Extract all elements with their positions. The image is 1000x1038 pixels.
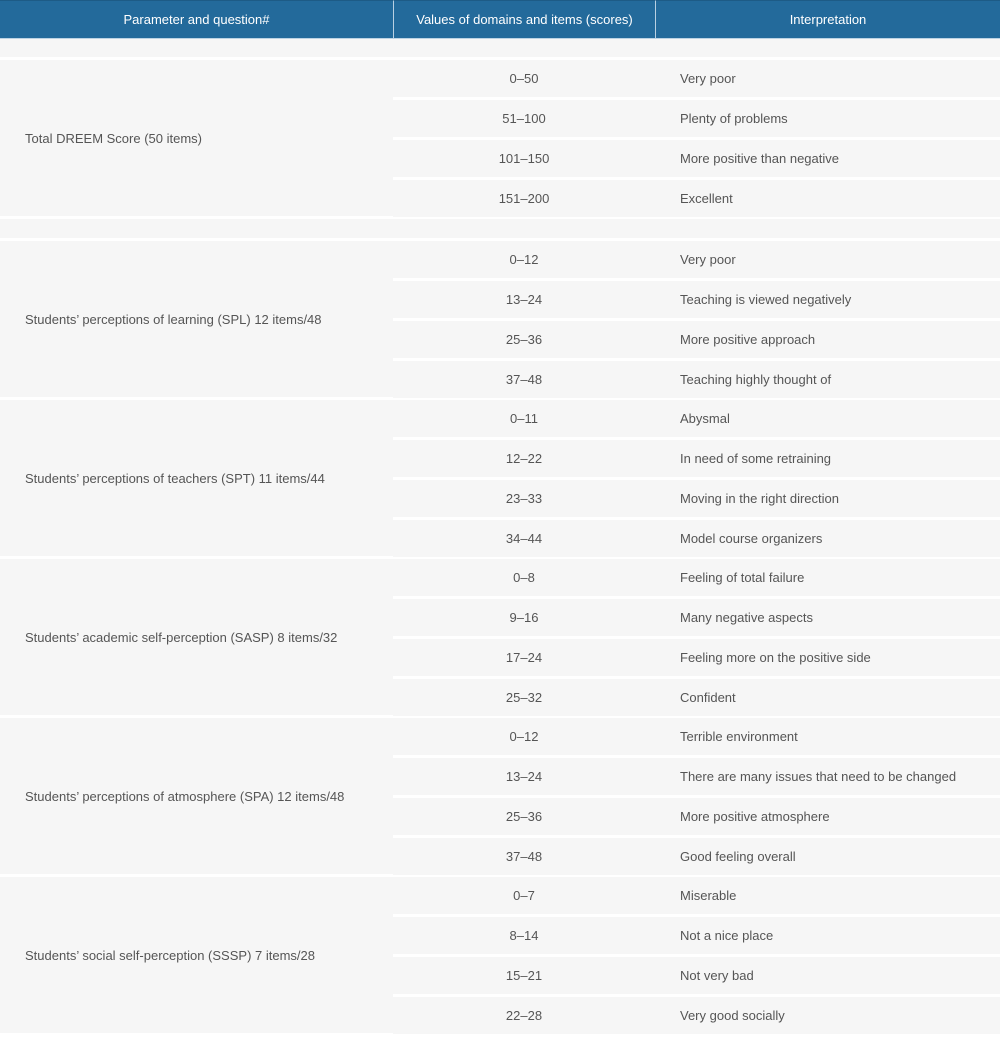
interpretation-cell: Many negative aspects	[655, 599, 1000, 639]
value-cell: 15–21	[393, 957, 655, 997]
parameter-cell: Students’ perceptions of atmosphere (SPA) 12 items/48	[0, 718, 393, 877]
value-cell: 101–150	[393, 140, 655, 180]
interpretation-cell: Feeling more on the positive side	[655, 639, 1000, 679]
interpretation-cell: Abysmal	[655, 400, 1000, 440]
interpretation-cell: Very good socially	[655, 997, 1000, 1036]
value-cell: 37–48	[393, 361, 655, 400]
interpretation-cell: More positive than negative	[655, 140, 1000, 180]
interpretation-cell: Terrible environment	[655, 718, 1000, 758]
interpretation-cell: Moving in the right direction	[655, 480, 1000, 520]
value-cell: 25–36	[393, 321, 655, 361]
header-row	[0, 0, 1000, 39]
table-row	[0, 241, 1000, 281]
value-cell: 0–8	[393, 559, 655, 599]
interpretation-cell: More positive approach	[655, 321, 1000, 361]
interpretation-cell: Not very bad	[655, 957, 1000, 997]
parameter-cell: Students’ social self-perception (SSSP) 7 items/28	[0, 877, 393, 1036]
interpretation-cell: Excellent	[655, 180, 1000, 219]
interpretation-cell: Model course organizers	[655, 520, 1000, 559]
value-cell: 22–28	[393, 997, 655, 1036]
interpretation-cell: Feeling of total failure	[655, 559, 1000, 599]
value-cell: 8–14	[393, 917, 655, 957]
interpretation-cell: Teaching highly thought of	[655, 361, 1000, 400]
table-header	[0, 0, 1000, 39]
interpretation-cell: Plenty of problems	[655, 100, 1000, 140]
parameter-cell: Students’ perceptions of teachers (SPT) 11 items/44	[0, 400, 393, 559]
interpretation-cell: There are many issues that need to be changed	[655, 758, 1000, 798]
table-row	[0, 718, 1000, 758]
interpretation-cell: Good feeling overall	[655, 838, 1000, 877]
header-interpretation: Interpretation	[655, 0, 1000, 39]
interpretation-cell: Not a nice place	[655, 917, 1000, 957]
table-body	[0, 39, 1000, 1036]
table-row	[0, 877, 1000, 917]
table-row	[0, 60, 1000, 100]
value-cell: 0–7	[393, 877, 655, 917]
header-values: Values of domains and items (scores)	[393, 0, 655, 39]
value-cell: 23–33	[393, 480, 655, 520]
value-cell: 0–12	[393, 718, 655, 758]
value-cell: 12–22	[393, 440, 655, 480]
interpretation-cell: Miserable	[655, 877, 1000, 917]
empty-spacer-row	[0, 39, 1000, 60]
value-cell: 25–32	[393, 679, 655, 718]
value-cell: 37–48	[393, 838, 655, 877]
header-parameter: Parameter and question#	[0, 0, 393, 39]
interpretation-cell: Very poor	[655, 60, 1000, 100]
value-cell: 25–36	[393, 798, 655, 838]
empty-spacer-row	[0, 219, 1000, 241]
empty-cell	[0, 39, 1000, 60]
parameter-cell: Students’ perceptions of learning (SPL) 12 items/48	[0, 241, 393, 400]
interpretation-cell: Confident	[655, 679, 1000, 718]
value-cell: 51–100	[393, 100, 655, 140]
interpretation-cell: Very poor	[655, 241, 1000, 281]
parameter-cell: Students’ academic self-perception (SASP) 8 items/32	[0, 559, 393, 718]
value-cell: 0–50	[393, 60, 655, 100]
interpretation-cell: More positive atmosphere	[655, 798, 1000, 838]
interpretation-cell: Teaching is viewed negatively	[655, 281, 1000, 321]
empty-cell	[0, 219, 1000, 241]
parameter-cell: Total DREEM Score (50 items)	[0, 60, 393, 219]
interpretation-cell: In need of some retraining	[655, 440, 1000, 480]
value-cell: 17–24	[393, 639, 655, 679]
value-cell: 0–11	[393, 400, 655, 440]
value-cell: 13–24	[393, 281, 655, 321]
value-cell: 13–24	[393, 758, 655, 798]
table-row	[0, 400, 1000, 440]
value-cell: 0–12	[393, 241, 655, 281]
value-cell: 151–200	[393, 180, 655, 219]
table-row	[0, 559, 1000, 599]
value-cell: 9–16	[393, 599, 655, 639]
value-cell: 34–44	[393, 520, 655, 559]
